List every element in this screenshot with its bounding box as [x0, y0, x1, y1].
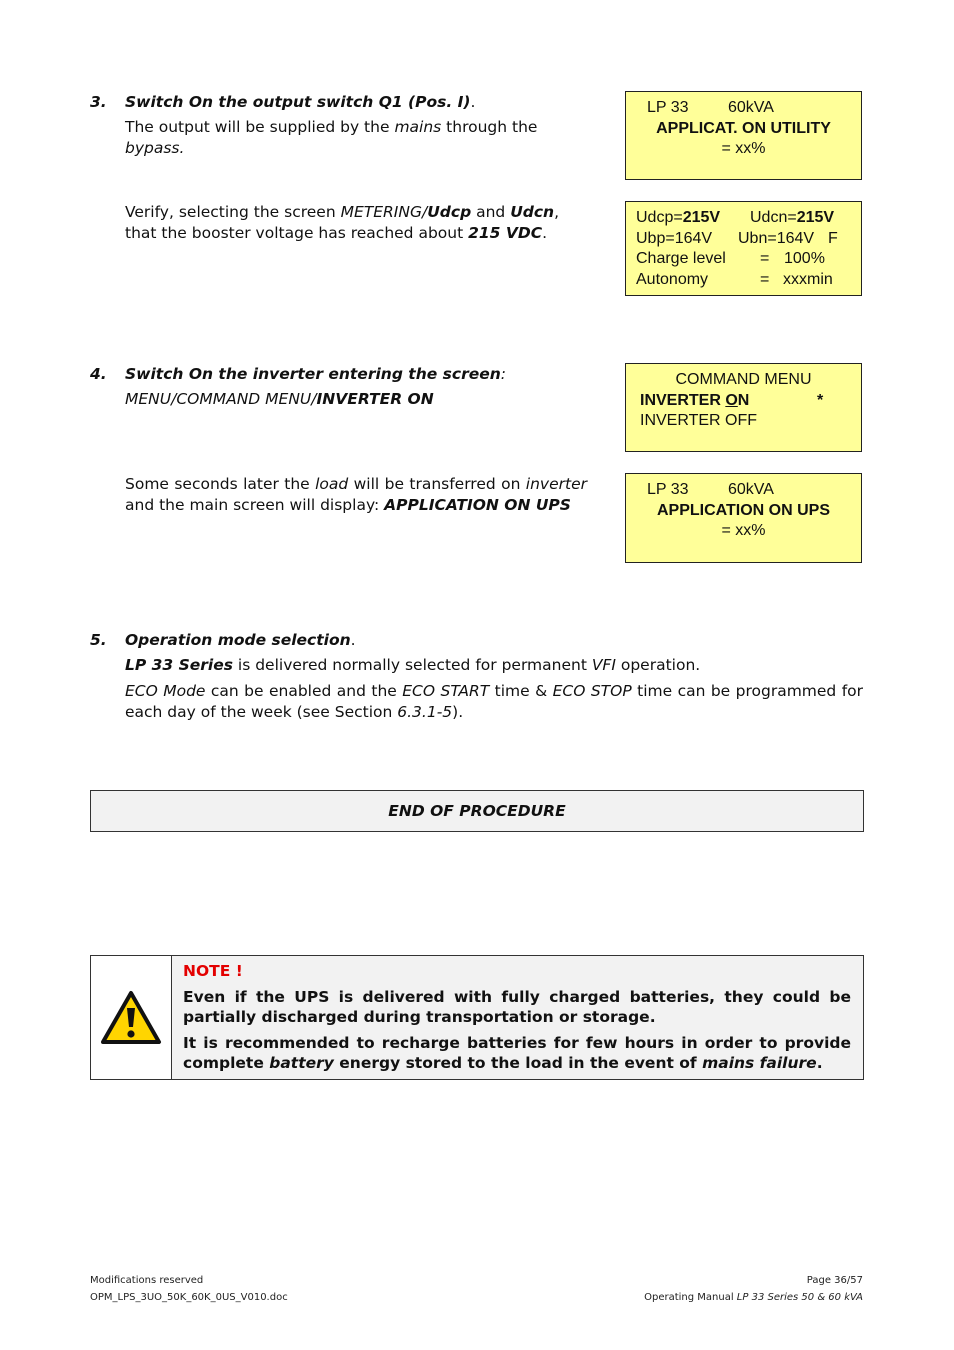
lcd2-charge-value: 100%	[784, 250, 825, 267]
step4-later	[125, 474, 587, 515]
step5-line2-e: ECO STOP	[552, 682, 632, 700]
step5-line1-c: VFI	[591, 656, 616, 674]
step5-title-text: Operation mode selection	[125, 631, 351, 649]
footer-page-number: Page 36/57	[806, 1275, 863, 1286]
lcd2-autonomy-eq: =	[760, 270, 770, 288]
note-paragraph-2	[183, 1033, 851, 1074]
note-paragraph-1: Even if the UPS is delivered with fully charged batteries, they could be partially discharged during transportation or storage.	[183, 987, 851, 1026]
step3-verify-f: , that the booster voltage has reached about	[125, 203, 560, 242]
footer-right2-a: Operating Manual	[644, 1292, 737, 1303]
step3-verify-d: and	[471, 203, 511, 221]
footer-manual-title	[644, 1290, 863, 1306]
lcd-screen-metering	[625, 201, 862, 296]
step4-title-text: Switch On the inverter entering the screen	[125, 365, 501, 383]
step3-title-end: .	[470, 93, 476, 111]
lcd3-item1-a: INVERTER	[640, 391, 726, 409]
step4-path	[125, 389, 595, 410]
step4-later-e: and the main screen will display:	[125, 495, 385, 514]
step5-line2	[125, 681, 863, 722]
step4-later-d: inverter	[525, 475, 587, 493]
step3-title	[125, 92, 595, 113]
lcd4-status: APPLICATION ON UPS	[656, 501, 831, 519]
step4-title	[125, 364, 595, 385]
step5-line1	[125, 655, 864, 676]
lcd-screen-utility	[625, 91, 862, 180]
note-para2-e: .	[816, 1054, 823, 1072]
warning-triangle-icon	[100, 990, 162, 1046]
lcd2-autonomy-label: Autonomy	[636, 270, 709, 288]
lcd2-ubn: Ubn=164V	[738, 229, 815, 247]
note-para2-b: battery	[269, 1054, 334, 1072]
step4-path-a: MENU/COMMAND MENU/	[125, 390, 317, 408]
lcd2-charge-eq: =	[760, 250, 770, 267]
note-title: NOTE !	[183, 962, 243, 980]
lcd2-udcp-label: Udcp=	[636, 209, 683, 226]
step3-line1-c: through the	[441, 118, 538, 136]
lcd1-model: LP 33	[647, 99, 689, 116]
lcd2-udcp	[636, 208, 720, 229]
lcd1-power: 60kVA	[728, 99, 774, 116]
note-para2-c: energy stored to the load in the event of	[333, 1054, 703, 1072]
lcd2-flag: F	[828, 229, 838, 247]
lcd3-item1-b: O	[725, 391, 738, 409]
lcd3-selection-marker: *	[817, 391, 824, 409]
step5-title-end: .	[350, 631, 356, 649]
footer-left-line1: Modifications reserved	[90, 1275, 204, 1286]
step5-line2-d: time &	[489, 682, 553, 700]
step4-later-f: APPLICATION ON UPS	[384, 495, 571, 514]
lcd4-load: = xx%	[721, 522, 766, 539]
lcd2-udcn	[750, 208, 834, 229]
lcd-screen-ups	[625, 473, 862, 563]
lcd2-udcp-value: 215V	[682, 209, 721, 226]
step5-line1-a: LP 33 Series	[125, 656, 233, 674]
step3-verify-e: Udcn	[510, 203, 555, 221]
step5-line1-d: operation.	[615, 656, 701, 674]
end-of-procedure-label: END OF PROCEDURE	[388, 802, 566, 820]
step5-number: 5.	[90, 631, 107, 649]
note-para2-d: mains failure	[702, 1054, 817, 1072]
step3-verify-a: Verify, selecting the screen	[125, 203, 341, 221]
note-para2-a: It is recommended to recharge batteries for few hours in order to provide complete	[183, 1033, 851, 1072]
lcd1-load: = xx%	[721, 140, 766, 157]
step5-line2-a: ECO Mode	[125, 682, 206, 700]
footer-right2-b: LP 33 Series 50 & 60 kVA	[736, 1292, 863, 1303]
lcd-screen-command-menu	[625, 363, 862, 452]
lcd2-autonomy-value: xxxmin	[783, 270, 833, 288]
step5-title	[125, 630, 595, 651]
step5-line2-h: ).	[452, 702, 464, 721]
step3-number: 3.	[90, 93, 107, 111]
lcd2-udcn-value: 215V	[796, 209, 835, 226]
note-body	[172, 956, 863, 1079]
lcd2-charge-label: Charge level	[636, 250, 726, 267]
step5-line2-g: 6.3.1-5	[397, 702, 453, 721]
step3-line1-a: The output will be supplied by the	[125, 118, 395, 136]
step3-verify-c: Udcp	[427, 203, 472, 221]
step4-title-end: :	[500, 365, 507, 383]
step3-verify-h: .	[542, 223, 548, 242]
lcd4-power: 60kVA	[728, 481, 774, 498]
step5-line2-c: ECO START	[402, 682, 490, 700]
step4-later-c: will be transferred on	[348, 475, 526, 493]
step4-number: 4.	[90, 365, 107, 383]
step3-line1	[125, 117, 595, 158]
step3-verify-g: 215 VDC	[468, 223, 543, 242]
step5-line2-f: time can be programmed for each day of the week (see Section	[125, 682, 864, 721]
lcd3-item-inverter-off: INVERTER OFF	[640, 412, 758, 429]
step5-line2-b: can be enabled and the	[205, 682, 403, 700]
step4-path-b: INVERTER ON	[316, 390, 434, 408]
step3-line1-b: mains	[394, 118, 442, 136]
lcd4-model: LP 33	[647, 481, 689, 498]
step3-line1-d: bypass.	[125, 138, 185, 157]
lcd1-status: APPLICAT. ON UTILITY	[656, 119, 831, 137]
step3-verify-b: METERING/	[340, 203, 428, 221]
lcd3-title: COMMAND MENU	[675, 371, 812, 388]
end-of-procedure-box	[90, 790, 864, 832]
note-box	[90, 955, 864, 1080]
step3-title-text: Switch On the output switch Q1 (Pos. I)	[125, 93, 471, 111]
step5-line1-b: is delivered normally selected for permanent	[232, 656, 592, 674]
step3-verify	[125, 202, 595, 243]
step4-later-b: load	[315, 475, 349, 493]
note-icon-cell	[91, 956, 172, 1079]
footer-left-line2: OPM_LPS_3UO_50K_60K_0US_V010.doc	[90, 1292, 288, 1303]
lcd3-item1-c: N	[737, 391, 750, 409]
lcd3-item-inverter-on	[640, 391, 749, 412]
lcd2-ubp: Ubp=164V	[636, 229, 713, 247]
lcd2-udcn-label: Udcn=	[750, 209, 797, 226]
step4-later-a: Some seconds later the	[125, 475, 316, 493]
